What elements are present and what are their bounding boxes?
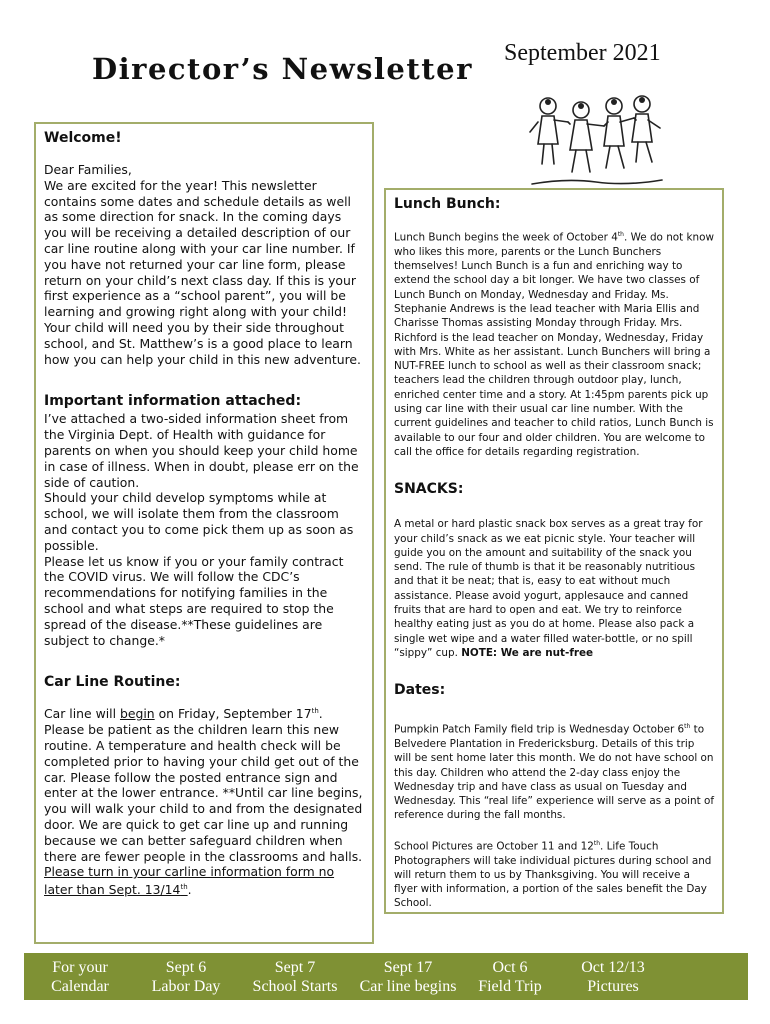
footer-item-school-starts: Sept 7 School Starts [252,958,338,995]
welcome-heading: Welcome! [44,130,122,146]
carline-body: Car line will begin on Friday, September 17th. Please be patient as the children learn this new routine. A temperature and health check will be completed prior to having your child get out of the car. Please follow the posted entrance sign and enter at the lower entrance. **Until car line begins, you will walk your child to and from the designated door. We are quick to get car line up and running because we can better safeguard children when there are fewer people in the classrooms and halls. Please turn in your carline information form no later than Sept. 13/14th. [44,706,363,898]
carline-heading: Car Line Routine: [44,674,181,691]
welcome-greeting: Dear Families, [44,162,132,177]
nut-free-note: NOTE: We are nut-free [461,646,594,659]
important-para-3: Please let us know if you or your family contract the COVID virus. We will follow the CDC’s recommendations for notifying families in the school and what steps are required to stop the spread of the disease.**These guidelines are subject to change.* [44,553,344,648]
lunch-body: Lunch Bunch begins the week of October 4th. We do not know who likes this more, parents or the Lunch Bunchers themselves! Lunch Bunch is a fun and enriching way to extend the school day a bit longer. We have two classes of Lunch Bunch on Monday, Wednesday and Friday. Ms. Stephanie Andrews is the lead teacher with Maria Ellis and Charisse Thomas assisting Monday through Friday. Mrs. Richford is the lead teacher on Monday, Wednesday, Friday with Mrs. White as her assistant. Lunch Bunchers will bring a NUT-FREE lunch to school as well as their classroom snack; teachers lead the children through outdoor play, lunch, enriched center time and a story. At 1:45pm parents pick up using car line with their usual car line number. With the current guidelines and teacher to child ratios, Lunch Bunch is available to our four and older children. You are welcome to call the office for details regarding registration. [394,231,714,458]
important-heading: Important information attached: [44,393,302,410]
newsletter-date: September 2021 [504,40,661,66]
important-para-1: I’ve attached a two-sided information sheet from the Virginia Dept. of Health with guidance for parents on when you should keep your child home in case of illness. When in doubt, please err on the side of caution. [44,411,359,490]
footer-item-car-line: Sept 17 Car line begins [359,958,457,995]
snacks-heading: SNACKS: [394,481,464,498]
snacks-body: A metal or hard plastic snack box serves as a great tray for your child’s snack as we eat picnic style. Your teacher will guide you on the amount and suitability of the snack you send. The rule of thumb is that it be reasonably nutritious and that it be neat; that is, easy to eat without much assistance. Please avoid yogurt, applesauce and canned fruits that are hard to open and eat. We try to reinforce healthy eating just as you do at home. Please also pack a single wet wipe and a water filled water-bottle, or no spill “sippy” cup. NOTE: We are nut-free [394,518,703,659]
dates-pictures: School Pictures are October 11 and 12th. Life Touch Photographers will take individual pictures during school and will return them to us by Thanksgiving. You will receive a flyer with information, a portion of the sales benefit the Day School. [394,839,712,910]
newsletter-title: Director’s Newsletter [92,52,473,86]
dates-heading: Dates: [394,682,446,699]
children-dancing-illustration [526,92,666,192]
welcome-body: We are excited for the year! This newsletter contains some dates and schedule details as well as some direction for snack. In the coming days you will be receiving a detailed description of our car line routine along with your car line number. If you have not returned your car line form, please return on your child’s next class day. If this is your first experience as a “school parent”, you will be learning and growing right along with your child! Your child will need you by their side throughout school, and St. Matthew’s is a good place to learn how you can help your child in this new adventure. [44,177,361,367]
important-para-2: Should your child develop symptoms while at school, we will isolate them from the classroom and contact you to come pick them up as soon as possible. [44,490,354,553]
left-column-box [34,122,374,944]
footer-item-calendar: For your Calendar [51,958,109,995]
calendar-footer-bar [24,953,748,1000]
footer-item-pictures: Oct 12/13 Pictures [581,958,645,995]
lunch-heading: Lunch Bunch: [394,196,501,212]
footer-item-labor-day: Sept 6 Labor Day [151,958,221,995]
right-column-box [384,188,724,914]
carline-form-deadline: Please turn in your carline information form no later than Sept. 13/14th [44,864,335,898]
dates-field-trip: Pumpkin Patch Family field trip is Wednesday October 6th to Belvedere Plantation in Fredericksburg. Details of this trip will be sent home later this month. We do not have school on this day. Children who attend the 2-day class enjoy the Wednesday trip and have class as usual on Tuesday and Wednesday. This “real life” experience will serve as a point of reference during the fall months. [394,723,714,822]
footer-item-field-trip: Oct 6 Field Trip [478,958,542,995]
